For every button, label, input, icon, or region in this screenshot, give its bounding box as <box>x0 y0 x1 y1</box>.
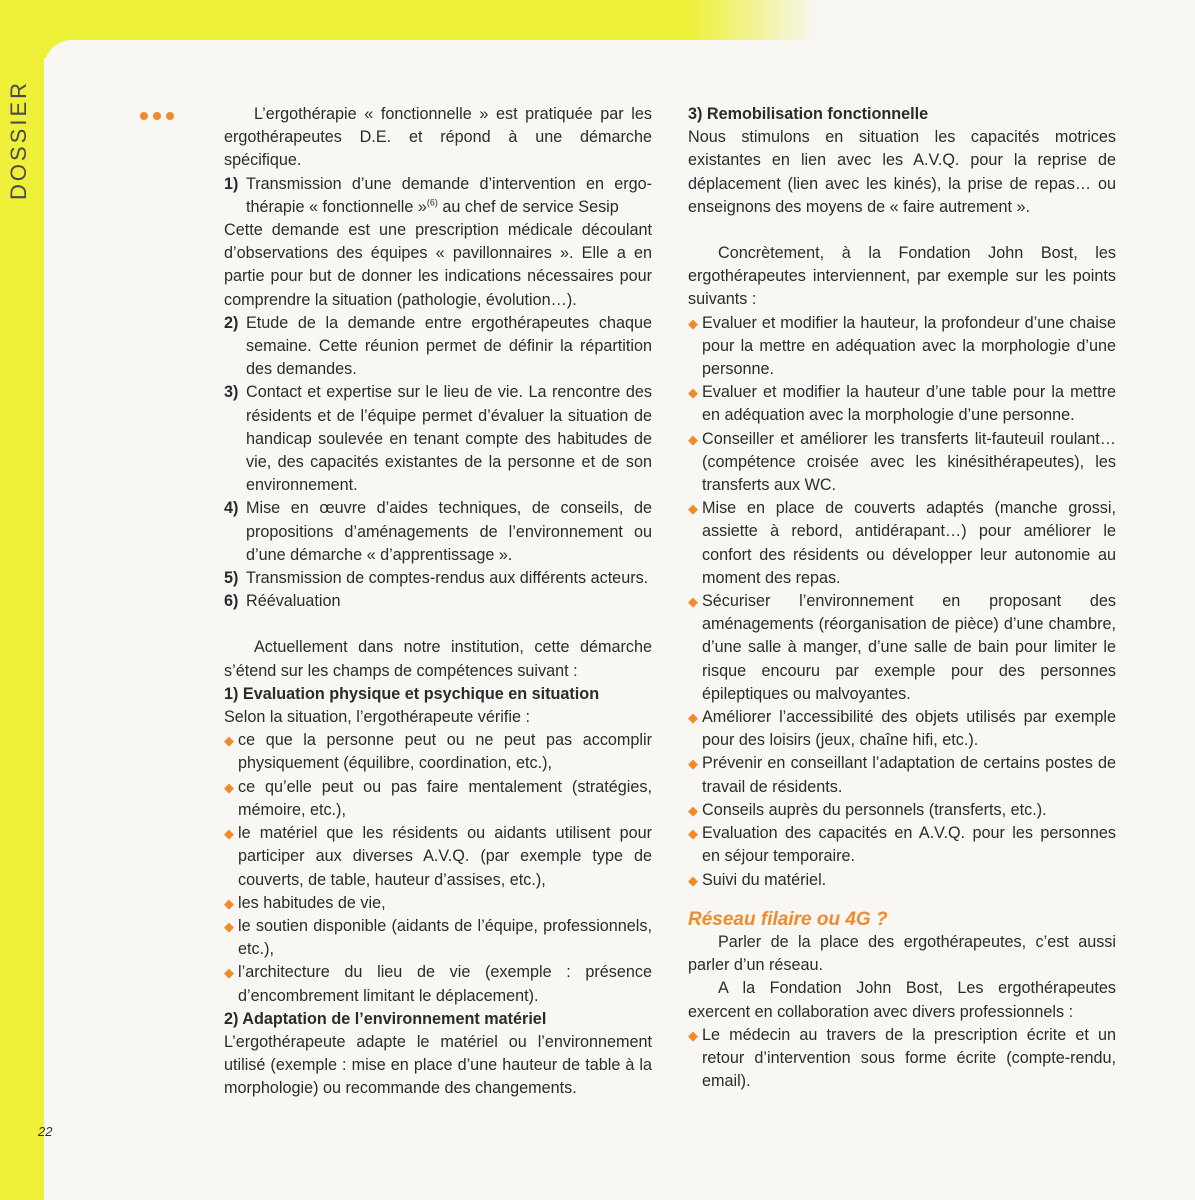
list-item: ◆ Mise en place de couverts adaptés (manche grossi, assiette à rebord, antidérapant…) pour améliorer le confort des résidents ou développer leur autonomie au moment des repas. <box>688 497 1116 590</box>
page-number: 22 <box>38 1124 53 1139</box>
diamond-bullet-icon: ◆ <box>688 710 698 726</box>
list-item: ◆ Sécuriser l’environnement en proposant des aménagements (réorganisation de pièce) d’une chambre, d’une salle à manger, d’une salle de bain pour limiter le risque encouru par exemple pour des personnes épileptiques ou malvoyantes. <box>688 590 1116 706</box>
list-item: ◆ l’architecture du lieu de vie (exemple : présence d’encombrement limitant le déplacement). <box>224 961 652 1007</box>
list-item: ◆ le matériel que les résidents ou aidants utilisent pour participer aux diverses A.V.Q. (par exemple type de couverts, de table, hauteur d’assises, etc.), <box>224 822 652 892</box>
step-number: 2) <box>224 313 239 332</box>
diamond-bullet-icon: ◆ <box>688 826 698 842</box>
step-text: Réévaluation <box>246 592 341 611</box>
diamond-bullet-icon: ◆ <box>688 431 698 447</box>
step-number: 5) <box>224 569 239 588</box>
adaptation-text: L’ergothérapeute adapte le matériel ou l’environnement utilisé (exemple : mise en place d’une hauteur de table à la morphologie) ou recommande des changements. <box>224 1032 652 1098</box>
list-item: ◆ Evaluer et modifier la hauteur d’une table pour la mettre en adéquation avec la morphologie d’une personne. <box>688 381 1116 427</box>
step1-continuation: Cette demande est une prescription médicale découlant d’observations des équipes « pavillonnaires ». Elle a en partie pour but de donner les indications nécessaires pour comprendre la situation (pathologie, évolution…). <box>224 221 652 309</box>
list-item: ◆ ce que la personne peut ou ne peut pas accomplir physiquement (équilibre, coordination, etc.), <box>224 729 652 775</box>
diamond-bullet-icon: ◆ <box>224 733 234 749</box>
list-item: ◆ Suivi du matériel. <box>688 869 1116 892</box>
diamond-bullet-icon: ◆ <box>688 872 698 888</box>
concretement-paragraph: Concrètement, à la Fondation John Bost, les ergothérapeutes interviennent, par exemple sur les points suivants : <box>688 244 1116 309</box>
footnote-ref: (6) <box>426 197 438 208</box>
intro-paragraph: L’ergothérapie « fonctionnelle » est pratiquée par les ergothérapeutes D.E. et répond à une démarche spécifique. <box>224 105 652 170</box>
actuellement-paragraph: Actuellement dans notre institution, cette démarche s’étend sur les champs de compétences suivant : <box>224 638 652 680</box>
list-item: ◆ Le médecin au travers de la prescription écrite et un retour d’intervention sous forme écrite (compte-rendu, email). <box>688 1024 1116 1094</box>
diamond-bullet-icon: ◆ <box>224 826 234 842</box>
evaluation-lead: Selon la situation, l’ergothérapeute vérifie : <box>224 708 530 727</box>
step-item <box>224 173 652 219</box>
right-column <box>688 103 1116 1093</box>
step-text: Etude de la demande entre ergothérapeutes chaque semaine. Cette réunion permet de définir la répartition des demandes. <box>246 313 652 379</box>
diamond-bullet-icon: ◆ <box>688 594 698 610</box>
step-text: Transmission d’une demande d’intervention en ergo-thérapie « fonctionnelle »$^{(6)}$ au chef de service Sesip <box>246 174 652 216</box>
diamond-bullet-icon: ◆ <box>224 779 234 795</box>
section-label: DOSSIER <box>6 79 31 200</box>
step-item <box>224 381 652 497</box>
step-text: Transmission de comptes-rendus aux différents acteurs. <box>246 569 649 588</box>
step-text: Mise en œuvre d’aides techniques, de conseils, de propositions d’aménagements de l’environnement ou d’une démarche « d’apprentissage ». <box>246 499 652 564</box>
step-text: Contact et expertise sur le lieu de vie. La rencontre des résidents et de l’équipe permet d’évaluer la situation de handicap soulevée en tenant compte des habitudes de vie, des capacités existantes de la personne et de son environnement. <box>246 383 652 495</box>
list-item: ◆ le soutien disponible (aidants de l’équipe, professionnels, etc.), <box>224 915 652 961</box>
step-item <box>224 312 652 382</box>
step-item <box>224 590 652 613</box>
list-item: ◆ Conseils auprès du personnels (transferts, etc.). <box>688 799 1116 822</box>
heading-adaptation: 2) Adaptation de l’environnement matériel <box>224 1009 547 1028</box>
heading-remobilisation: 3) Remobilisation fonctionnelle <box>688 105 929 123</box>
diamond-bullet-icon: ◆ <box>224 918 234 934</box>
diamond-bullet-icon: ◆ <box>688 385 698 401</box>
list-item: ◆ les habitudes de vie, <box>224 892 652 915</box>
step-item <box>224 567 652 590</box>
heading-evaluation: 1) Evaluation physique et psychique en situation <box>224 684 600 703</box>
heading-reseau: Réseau filaire ou 4G ? <box>688 908 888 930</box>
ornament-dots <box>140 112 174 120</box>
list-item: ◆ Conseiller et améliorer les transferts lit-fauteuil roulant… (compétence croisée avec les kinésithérapeutes), les transferts aux WC. <box>688 428 1116 498</box>
list-item: ◆ ce qu’elle peut ou pas faire mentalement (stratégies, mémoire, etc.), <box>224 776 652 822</box>
list-item: ◆ Prévenir en conseillant l’adaptation de certains postes de travail de résidents. <box>688 752 1116 798</box>
step-number: 6) <box>224 592 239 611</box>
diamond-bullet-icon: ◆ <box>688 501 698 517</box>
left-column <box>224 103 652 1101</box>
list-item: ◆ Evaluation des capacités en A.V.Q. pour les personnes en séjour temporaire. <box>688 822 1116 868</box>
remobilisation-text: Nous stimulons en situation les capacités motrices existantes en lien avec les A.V.Q. pour la reprise de déplacement (lien avec les kinés), la prise de repas… ou enseignons des moyens de « faire autrement ». <box>688 128 1116 216</box>
reseau-paragraph-2: A la Fondation John Bost, Les ergothérapeutes exercent en collaboration avec divers professionnels : <box>688 979 1116 1021</box>
step-number: 4) <box>224 499 239 518</box>
diamond-bullet-icon: ◆ <box>688 756 698 772</box>
step-number: 3) <box>224 383 239 402</box>
list-item: ◆ Evaluer et modifier la hauteur, la profondeur d’une chaise pour la mettre en adéquation avec la morphologie d’une personne. <box>688 312 1116 382</box>
reseau-paragraph-1: Parler de la place des ergothérapeutes, c’est aussi parler d’un réseau. <box>688 932 1116 975</box>
step-item <box>224 497 652 567</box>
list-item: ◆ Améliorer l’accessibilité des objets utilisés par exemple pour des loisirs (jeux, chaîne hifi, etc.). <box>688 706 1116 752</box>
diamond-bullet-icon: ◆ <box>224 965 234 981</box>
diamond-bullet-icon: ◆ <box>224 895 234 911</box>
step-number: 1) <box>224 174 239 193</box>
diamond-bullet-icon: ◆ <box>688 1027 698 1043</box>
diamond-bullet-icon: ◆ <box>688 315 698 331</box>
diamond-bullet-icon: ◆ <box>688 802 698 818</box>
